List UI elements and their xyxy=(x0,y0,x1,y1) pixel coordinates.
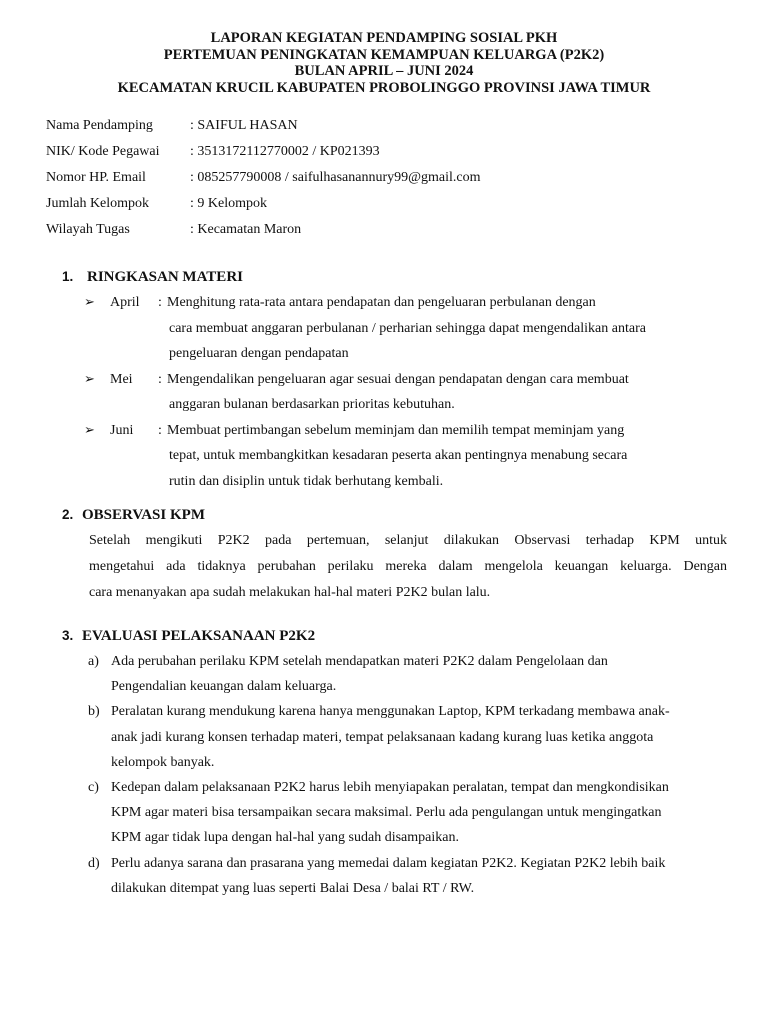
month-name: Mei xyxy=(110,371,133,387)
month-april xyxy=(46,290,722,367)
month-name: April xyxy=(110,295,140,310)
section-heading xyxy=(46,264,722,290)
text-line: kelompok banyak. xyxy=(111,754,215,770)
item-text xyxy=(111,775,669,851)
text-line: dilakukan ditempat yang luas seperti Balai Desa / balai RT / RW. xyxy=(111,880,475,896)
identity-row-nik xyxy=(46,139,722,165)
section-number: 1. xyxy=(62,269,74,284)
identity-value: : 9 Kelompok xyxy=(190,196,267,211)
month-text xyxy=(167,418,695,495)
text-line: anak jadi kurang konsen terhadap materi, tempat pelaksanaan kadang kurang luas ketika anggota xyxy=(111,729,654,745)
identity-value: : 3513172112770002 / KP021393 xyxy=(190,144,380,159)
report-title xyxy=(46,30,722,96)
text-line: Pengendalian keuangan dalam keluarga. xyxy=(111,679,337,695)
identity-row-contact xyxy=(46,165,722,191)
section-number: 2. xyxy=(62,507,74,522)
section-ringkasan-materi xyxy=(46,264,722,494)
month-text xyxy=(167,367,695,418)
text-line: Mengendalikan pengeluaran agar sesuai dengan pendapatan dengan cara membuat xyxy=(167,371,629,387)
arrow-bullet-icon: ➢ xyxy=(84,371,95,387)
text-line: KPM agar materi bisa tersampaikan secara maksimal. Perlu ada pengulangan untuk mengingatkan xyxy=(111,805,662,821)
identity-table xyxy=(46,113,722,243)
text-line: mengetahui ada tidaknya perubahan perilaku mereka dalam mengelola keuangan keluarga. Dengan xyxy=(89,559,727,574)
text-line: Menghitung rata-rata antara pendapatan dan pengeluaran perbulanan dengan xyxy=(167,295,596,310)
evaluation-item-d xyxy=(46,851,722,901)
identity-value: : Kecamatan Maron xyxy=(190,222,302,237)
month-name: Juni xyxy=(110,422,134,438)
identity-label: NIK/ Kode Pegawai xyxy=(46,144,160,159)
observation-paragraph xyxy=(89,528,727,606)
identity-value: : 085257790008 / saifulhasanannury99@gmail.com xyxy=(190,170,481,185)
text-line: cara membuat anggaran perbulanan / perharian sehingga dapat mengendalikan antara xyxy=(169,320,646,336)
text-line: anggaran bulanan berdasarkan prioritas kebutuhan. xyxy=(169,397,455,412)
title-line-4: KECAMATAN KRUCIL KABUPATEN PROBOLINGGO PROVINSI JAWA TIMUR xyxy=(117,79,651,96)
month-mei xyxy=(46,367,722,418)
identity-row-area xyxy=(46,217,722,243)
text-line: Kedepan dalam pelaksanaan P2K2 harus lebih menyiapakan peralatan, tempat dan mengkondisikan xyxy=(111,780,669,796)
text-line: Membuat pertimbangan sebelum meminjam dan memilih tempat meminjam yang xyxy=(167,422,625,438)
identity-label: Wilayah Tugas xyxy=(46,222,130,237)
text-line: KPM agar tidak lupa dengan hal-hal yang sudah disampaikan. xyxy=(111,830,459,846)
item-text xyxy=(111,649,608,699)
month-juni xyxy=(46,418,722,495)
section-title: OBSERVASI KPM xyxy=(82,507,205,523)
item-letter: c) xyxy=(88,780,99,796)
title-line-1: LAPORAN KEGIATAN PENDAMPING SOSIAL PKH xyxy=(210,30,558,46)
section-evaluasi xyxy=(46,623,722,901)
colon: : xyxy=(158,422,162,438)
arrow-bullet-icon: ➢ xyxy=(84,422,95,438)
text-line: Peralatan kurang mendukung karena hanya menggunakan Laptop, KPM terkadang membawa anak- xyxy=(111,704,670,720)
item-text xyxy=(111,699,670,775)
item-text xyxy=(111,851,665,901)
text-line: cara menanyakan apa sudah melakukan hal-hal materi P2K2 bulan lalu. xyxy=(89,585,491,600)
text-line: pengeluaran dengan pendapatan xyxy=(169,346,349,361)
section-title: EVALUASI PELAKSANAAN P2K2 xyxy=(82,628,316,644)
text-line: Perlu adanya sarana dan prasarana yang memedai dalam kegiatan P2K2. Kegiatan P2K2 lebih baik xyxy=(111,855,666,871)
item-letter: a) xyxy=(88,654,99,669)
text-line: rutin dan disiplin untuk tidak berhutang kembali. xyxy=(169,473,444,489)
title-line-2: PERTEMUAN PENINGKATAN KEMAMPUAN KELUARGA (P2K2) xyxy=(163,46,605,63)
colon: : xyxy=(158,371,162,387)
identity-row-groups xyxy=(46,191,722,217)
identity-value: : SAIFUL HASAN xyxy=(190,118,298,133)
section-title: RINGKASAN MATERI xyxy=(87,269,243,285)
colon: : xyxy=(158,295,162,310)
text-line: tepat, untuk membangkitkan kesadaran peserta akan pentingnya menabung secara xyxy=(169,448,628,463)
section-heading xyxy=(46,502,722,528)
title-line-3: BULAN APRIL – JUNI 2024 xyxy=(294,63,474,79)
identity-label: Nama Pendamping xyxy=(46,118,153,133)
arrow-bullet-icon: ➢ xyxy=(84,295,95,310)
evaluation-item-c xyxy=(46,775,722,851)
text-line: Ada perubahan perilaku KPM setelah mendapatkan materi P2K2 dalam Pengelolaan dan xyxy=(111,654,608,669)
identity-label: Jumlah Kelompok xyxy=(46,196,150,211)
section-observasi-kpm xyxy=(46,502,727,606)
section-number: 3. xyxy=(62,628,74,643)
section-heading xyxy=(46,623,722,649)
evaluation-item-a xyxy=(46,649,722,699)
month-text xyxy=(167,290,695,367)
identity-row-name xyxy=(46,113,722,139)
evaluation-item-b xyxy=(46,699,722,775)
item-letter: b) xyxy=(88,704,100,720)
text-line: Setelah mengikuti P2K2 pada pertemuan, selanjut dilakukan Observasi terhadap KPM untuk xyxy=(89,533,727,548)
item-letter: d) xyxy=(88,855,100,871)
identity-label: Nomor HP. Email xyxy=(46,170,146,185)
